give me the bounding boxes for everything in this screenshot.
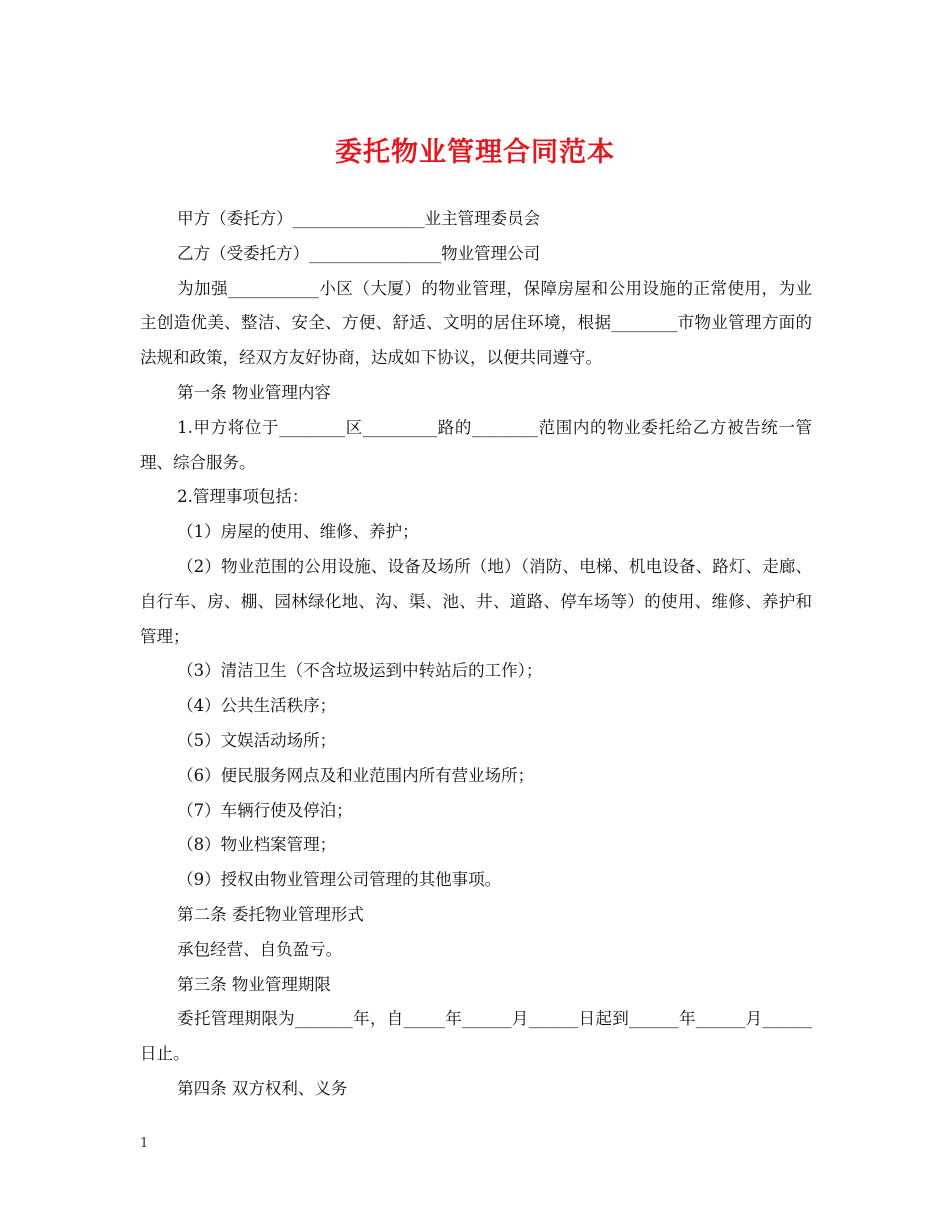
management-item-1: （1）房屋的使用、维修、养护； — [177, 522, 419, 542]
preamble-paragraph: 为加强___________小区（大厦）的物业管理，保障房屋和公用设施的正常使用，为业主创造优美、整洁、安全、方便、舒适、文明的居住环境，根据________市物业管理方面的法规和政策，经双方友好协商，达成如下协议，以便共同遵守。 — [140, 278, 812, 368]
document-body — [140, 202, 812, 1107]
article-2-content: 承包经营、自负盈亏。 — [177, 939, 343, 959]
management-item-2: （2）物业范围的公用设施、设备及场所（地）（消防、电梯、机电设备、路灯、走廊、自行车、房、棚、园林绿化地、沟、渠、池、井、道路、停车场等）的使用、维修、养护和管理； — [140, 556, 812, 646]
management-item-3: （3）清洁卫生（不含垃圾运到中转站后的工作）； — [177, 661, 543, 681]
article-2-heading: 第二条 委托物业管理形式 — [177, 904, 364, 924]
party-b-line: 乙方（受委托方）________________物业管理公司 — [177, 243, 541, 263]
management-item-5: （5）文娱活动场所； — [177, 730, 337, 750]
management-item-8: （8）物业档案管理； — [177, 835, 337, 855]
article-3-content: 委托管理期限为_______年，自_____年______月______日起到______年______月______日止。 — [140, 1009, 812, 1064]
article-4-heading: 第四条 双方权利、义务 — [177, 1078, 348, 1098]
management-item-7: （7）车辆行使及停泊； — [177, 800, 353, 820]
page-number: 1 — [140, 1136, 149, 1151]
management-item-4: （4）公共生活秩序； — [177, 696, 337, 716]
management-item-9: （9）授权由物业管理公司管理的其他事项。 — [177, 870, 502, 890]
article-1-heading: 第一条 物业管理内容 — [177, 382, 331, 402]
party-a-line: 甲方（委托方）________________业主管理委员会 — [177, 209, 541, 228]
management-item-6: （6）便民服务网点及和业范围内所有营业场所； — [177, 765, 535, 785]
article-3-heading: 第三条 物业管理期限 — [177, 974, 331, 994]
document-title: 委托物业管理合同范本 — [335, 137, 615, 168]
article-1-item-1: 1.甲方将位于________区_________路的________范围内的物业委托给乙方被告统一管理、综合服务。 — [140, 417, 812, 472]
article-1-item-2: 2.管理事项包括： — [177, 487, 309, 507]
